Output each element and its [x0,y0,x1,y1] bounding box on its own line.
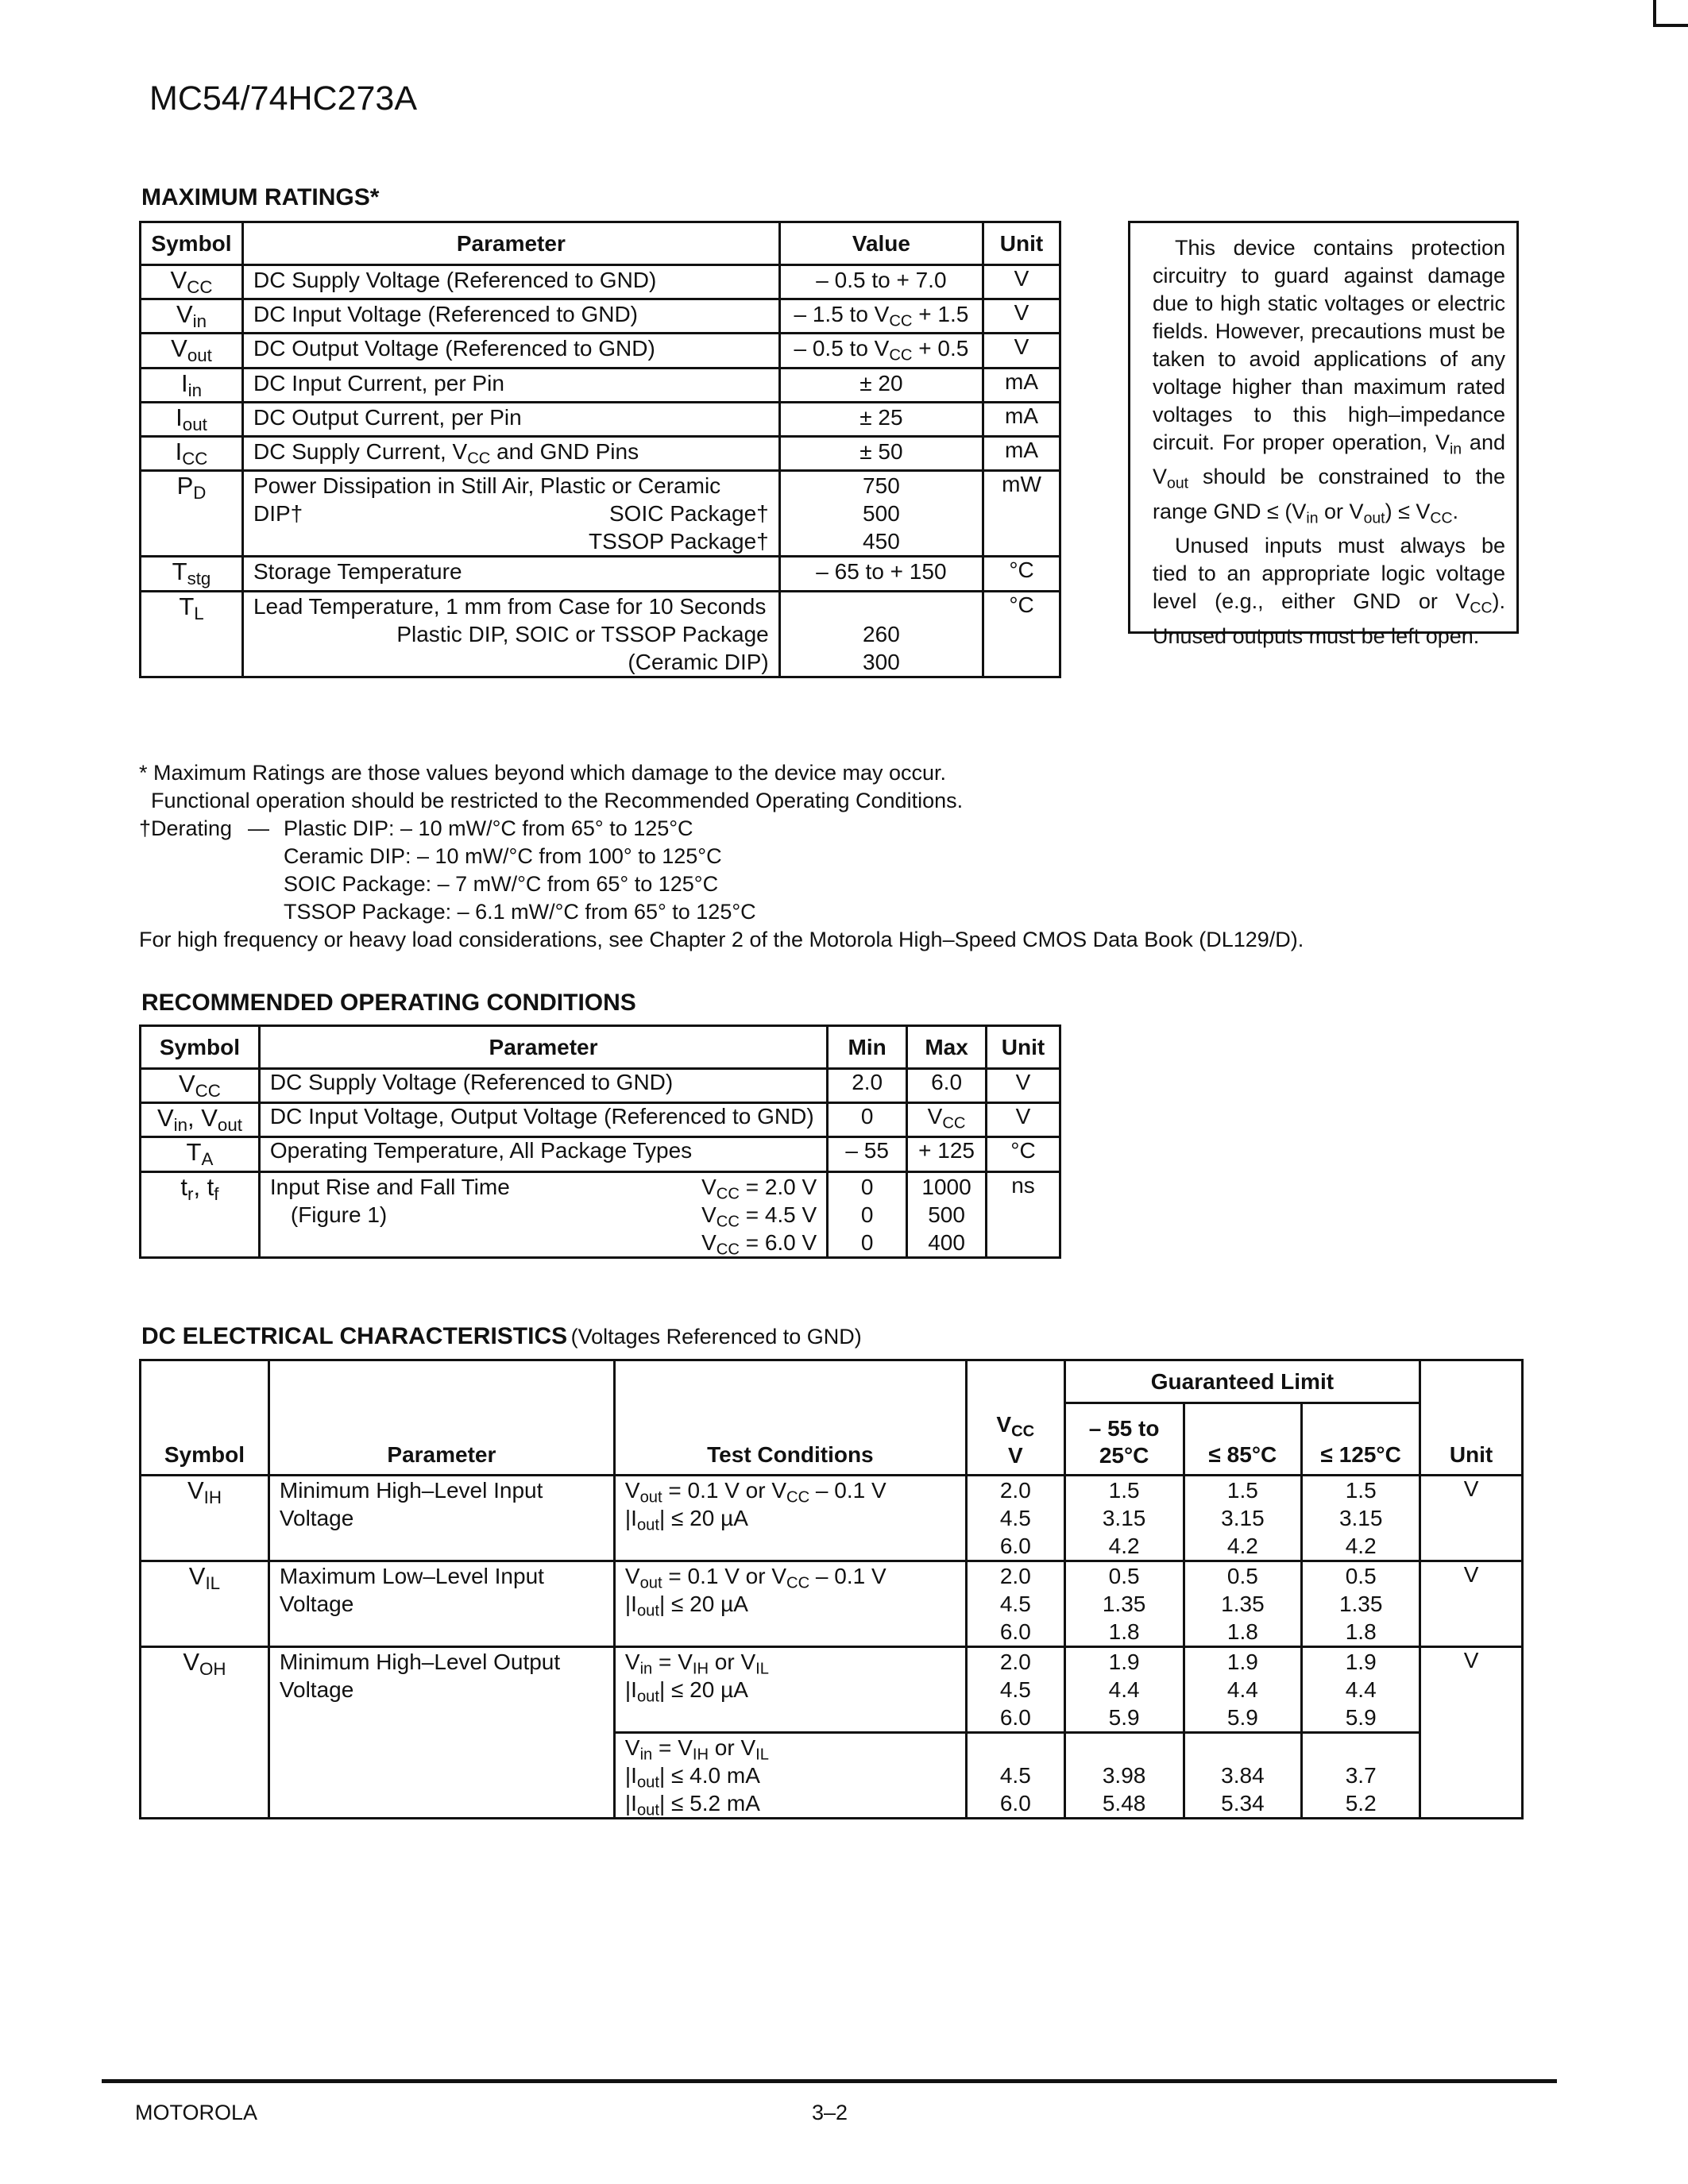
test-conditions-cell: $V_{out} = 0.1$ V or $V_{CC} - 0.1$ V $|I_{out}| \le 20$ µA [614,1476,966,1561]
value-cell: 260 300 [779,591,983,677]
value-cell: – 0.5 to $V_{CC} + 0.5$ [779,334,983,368]
value-cell: ± 20 [779,368,983,402]
derating-soic: SOIC Package: – 7 mW/°C from 65° to 125°C [284,872,719,896]
max-cell: 6.0 [907,1069,987,1103]
limit-cell: 3.84 5.34 [1184,1733,1302,1819]
limit-cell: 1.5 3.15 4.2 [1184,1476,1302,1561]
symbol-cell: $V_{out}$ [141,334,243,368]
min-cell: 0 0 0 [828,1171,907,1257]
symbol-cell: $V_{CC}$ [141,265,243,299]
column-header: Symbol [141,1026,260,1069]
vcc-cell: 2.0 4.5 6.0 [966,1476,1064,1561]
unused-inputs-paragraph: Unused inputs must always be tied to an appropriate logic voltage level (e.g., either GND or $V_{CC}$). Unused outputs must be left open. [1153,534,1505,648]
column-header-temp2: ≤ 85°C [1184,1403,1302,1476]
column-header: Min [828,1026,907,1069]
symbol-cell: $V_{in}$, $V_{out}$ [141,1103,260,1137]
min-cell: – 55 [828,1137,907,1171]
unit-cell: mA [983,402,1060,436]
column-header: Parameter [268,1360,614,1476]
unit-cell: °C [987,1137,1060,1171]
derating-plastic-dip: Plastic DIP: – 10 mW/°C from 65° to 125°C [284,816,693,840]
column-header: Parameter [242,222,779,265]
table-header-row [141,1026,1060,1069]
table-row [141,265,1060,299]
page-number: 3–2 [812,2101,848,2124]
symbol-cell: $P_D$ [141,471,243,557]
table-row [141,1171,1060,1257]
parameter-cell: DC Supply Voltage (Referenced to GND) [242,265,779,299]
limit-cell: 1.9 4.4 5.9 [1184,1647,1302,1733]
page-corner-mark [1653,0,1688,27]
page-title: MC54/74HC273A [149,79,418,118]
derating-ceramic-dip: Ceramic DIP: – 10 mW/°C from 100° to 125°C [284,844,722,868]
value-cell: ± 25 [779,402,983,436]
parameter-cell: DC Input Voltage, Output Voltage (Referenced to GND) [259,1103,827,1137]
table-row [141,402,1060,436]
table-header-row [141,222,1060,265]
column-header: Max [907,1026,987,1069]
parameter-cell: DC Supply Current, $V_{CC}$ and GND Pins [242,437,779,471]
limit-cell: 1.9 4.4 5.9 [1064,1647,1184,1733]
table-row [141,299,1060,334]
parameter-cell: DC Output Current, per Pin [242,402,779,436]
parameter-cell: Lead Temperature, 1 mm from Case for 10 Seconds Plastic DIP, SOIC or TSSOP Package (Ceramic DIP) [242,591,779,677]
parameter-cell: Storage Temperature [242,557,779,591]
dc-chars-table [139,1359,1524,1819]
table-header-row [141,1360,1523,1403]
unit-cell: V [983,299,1060,334]
unit-cell: ns [987,1171,1060,1257]
limit-cell: 1.5 3.15 4.2 [1064,1476,1184,1561]
table-row [141,1103,1060,1137]
condition-line: $V_{CC} = 6.0$ V [701,1229,817,1259]
footnote-high-frequency: For high frequency or heavy load considerations, see Chapter 2 of the Motorola High–Speed CMOS Data Book (DL129/D). [139,928,1304,951]
column-header: Symbol [141,1360,269,1476]
unit-cell: °C [983,591,1060,677]
symbol-cell: $V_{CC}$ [141,1069,260,1103]
column-header: Test Conditions [614,1360,966,1476]
symbol-cell: $I_{CC}$ [141,437,243,471]
rec-conditions-heading: RECOMMENDED OPERATING CONDITIONS [141,990,636,1016]
limit-cell: 1.5 3.15 4.2 [1302,1476,1420,1561]
condition-line: $V_{CC} = 2.0$ V [701,1174,817,1203]
table-row-vil [141,1561,1523,1647]
vcc-cell: 2.0 4.5 6.0 [966,1647,1064,1733]
protection-paragraph: This device contains protection circuitry to guard against damage due to high static voltages or electric fields. However, precautions must be taken to avoid applications of any voltage higher than maximum rated voltages to this high–impedance circuit. For proper operation, $V_{in}$ and $V_{out}$ should be constrained to the range GND ≤ ($V_{in}$ or $V_{out}) \le V_{CC}$. [1153,236,1505,527]
parameter-cell: DC Input Current, per Pin [242,368,779,402]
max-ratings-table [139,221,1061,678]
column-header: Value [779,222,983,265]
column-header: Symbol [141,222,243,265]
footer-company: MOTOROLA [135,2101,258,2124]
parameter-cell: Maximum Low–Level Input Voltage [268,1561,614,1647]
unit-cell: V [1420,1476,1523,1561]
unit-cell: V [987,1103,1060,1137]
unit-cell: V [983,265,1060,299]
table-row [141,437,1060,471]
dc-chars-heading: DC ELECTRICAL CHARACTERISTICS (Voltages Referenced to GND) [141,1323,862,1349]
unit-cell: V [1420,1647,1523,1819]
limit-cell: 0.5 1.35 1.8 [1302,1561,1420,1647]
value-cell: 750 500 450 [779,471,983,557]
table-row [141,591,1060,677]
table-row [141,1137,1060,1171]
protection-note-box [1128,221,1519,648]
column-header-vcc: $V_{CC}$ V [966,1360,1064,1476]
symbol-cell: $V_{OH}$ [141,1647,269,1819]
limit-cell: 3.7 5.2 [1302,1733,1420,1819]
vcc-cell: 2.0 4.5 6.0 [966,1561,1064,1647]
test-conditions-cell: $V_{in} = V_{IH}$ or $V_{IL}$ $|I_{out}| \le 20$ µA [614,1647,966,1733]
footnote-max-ratings: * Maximum Ratings are those values beyond which damage to the device may occur. [139,761,947,785]
table-row [141,557,1060,591]
column-header: Parameter [259,1026,827,1069]
symbol-cell: $V_{IH}$ [141,1476,269,1561]
vcc-cell: 4.5 6.0 [966,1733,1064,1819]
parameter-cell: DC Output Voltage (Referenced to GND) [242,334,779,368]
symbol-cell: $V_{IL}$ [141,1561,269,1647]
unit-cell: mA [983,437,1060,471]
unit-cell: mA [983,368,1060,402]
parameter-cell: DC Supply Voltage (Referenced to GND) [259,1069,827,1103]
table-row [141,1069,1060,1103]
unit-cell: mW [983,471,1060,557]
symbol-cell: $V_{in}$ [141,299,243,334]
table-row [141,334,1060,368]
column-header: Unit [987,1026,1060,1069]
table-row [141,471,1060,557]
value-cell: – 65 to + 150 [779,557,983,591]
limit-cell: 0.5 1.35 1.8 [1064,1561,1184,1647]
limit-cell: 0.5 1.35 1.8 [1184,1561,1302,1647]
symbol-cell: $I_{in}$ [141,368,243,402]
column-header-temp1: – 55 to 25°C [1064,1403,1184,1476]
test-conditions-cell: $V_{in} = V_{IH}$ or $V_{IL}$ $|I_{out}| \le 4.0$ mA $|I_{out}| \le 5.2$ mA [614,1733,966,1819]
symbol-cell: $T_L$ [141,591,243,677]
max-ratings-heading: MAXIMUM RATINGS* [141,184,380,210]
limit-cell: 3.98 5.48 [1064,1733,1184,1819]
table-row-vih [141,1476,1523,1561]
value-cell: ± 50 [779,437,983,471]
footnote-functional: Functional operation should be restricted to the Recommended Operating Conditions. [151,789,964,812]
min-cell: 2.0 [828,1069,907,1103]
table-row-voh [141,1647,1523,1733]
max-cell: + 125 [907,1137,987,1171]
unit-cell: V [983,334,1060,368]
parameter-cell: Power Dissipation in Still Air, Plastic or Ceramic DIP† SOIC Package† TSSOP Package† [242,471,779,557]
parameter-cell: Operating Temperature, All Package Types [259,1137,827,1171]
column-header-temp3: ≤ 125°C [1302,1403,1420,1476]
value-cell: – 0.5 to + 7.0 [779,265,983,299]
table-row [141,368,1060,402]
footnote-derating-label: †Derating [139,816,233,840]
unit-cell: V [1420,1561,1523,1647]
column-header: Unit [983,222,1060,265]
footnote-dash: — [248,816,269,840]
parameter-cell: Minimum High–Level Output Voltage [268,1647,614,1819]
parameter-cell: Minimum High–Level Input Voltage [268,1476,614,1561]
max-cell: $V_{CC}$ [907,1103,987,1137]
column-header: Unit [1420,1360,1523,1476]
unit-cell: °C [983,557,1060,591]
symbol-cell: $I_{out}$ [141,402,243,436]
parameter-cell: Input Rise and Fall Time (Figure 1) $V_{CC} = 2.0$ V $V_{CC} = 4.5$ V $V_{CC} = 6.0$ V [259,1171,827,1257]
footer-rule [102,2079,1557,2083]
min-cell: 0 [828,1103,907,1137]
derating-tssop: TSSOP Package: – 6.1 mW/°C from 65° to 125°C [284,900,756,924]
limit-cell: 1.9 4.4 5.9 [1302,1647,1420,1733]
parameter-cell: DC Input Voltage (Referenced to GND) [242,299,779,334]
symbol-cell: $T_A$ [141,1137,260,1171]
test-conditions-cell: $V_{out} = 0.1$ V or $V_{CC} - 0.1$ V $|I_{out}| \le 20$ µA [614,1561,966,1647]
rec-conditions-table [139,1024,1061,1259]
value-cell: – 1.5 to $V_{CC} + 1.5$ [779,299,983,334]
max-cell: 1000 500 400 [907,1171,987,1257]
unit-cell: V [987,1069,1060,1103]
column-header-guaranteed-limit: Guaranteed Limit [1064,1360,1420,1403]
symbol-cell: $t_r$, $t_f$ [141,1171,260,1257]
condition-line: $V_{CC} = 4.5$ V [701,1202,817,1231]
symbol-cell: $T_{stg}$ [141,557,243,591]
